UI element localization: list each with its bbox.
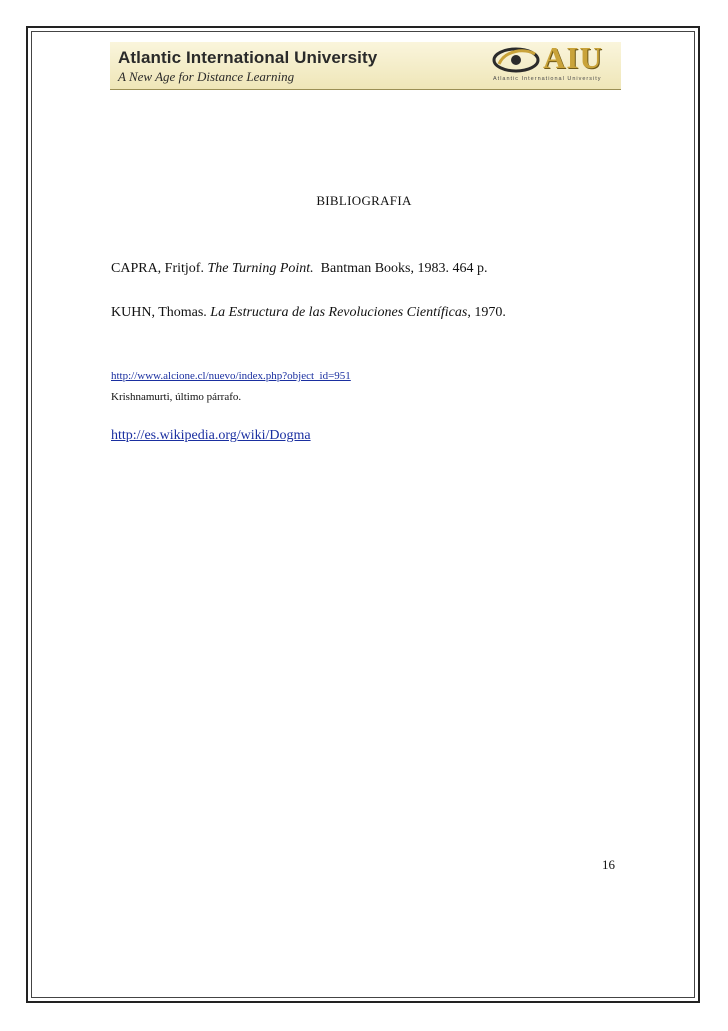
page-border-inner — [31, 31, 695, 998]
wikipedia-dogma-link[interactable]: http://es.wikipedia.org/wiki/Dogma — [111, 428, 311, 443]
university-tagline: A New Age for Distance Learning — [118, 69, 295, 84]
reference-details: Bantman Books, 1983. 464 p. — [313, 261, 488, 276]
reference-details: , 1970. — [467, 305, 506, 320]
reference-author: CAPRA, Fritjof. — [111, 261, 208, 276]
university-name: Atlantic International University — [118, 48, 378, 67]
alcione-link[interactable]: http://www.alcione.cl/nuevo/index.php?object_id=951 — [111, 370, 351, 382]
reference-capra — [111, 261, 488, 277]
krishnamurti-note: Krishnamurti, último párrafo. — [111, 391, 242, 403]
header-banner — [110, 42, 621, 90]
reference-title: The Turning Point. — [207, 261, 314, 276]
aiu-logo-letters: AIU — [543, 40, 603, 75]
bibliography-heading: BIBLIOGRAFIA — [316, 193, 412, 208]
aiu-logo-icon — [491, 44, 541, 74]
page-number: 16 — [602, 857, 615, 872]
reference-title: La Estructura de las Revoluciones Científicas — [210, 305, 468, 320]
reference-kuhn — [111, 305, 506, 321]
reference-author: KUHN, Thomas. — [111, 305, 211, 320]
aiu-logo-subtext: Atlantic International University — [493, 76, 602, 82]
